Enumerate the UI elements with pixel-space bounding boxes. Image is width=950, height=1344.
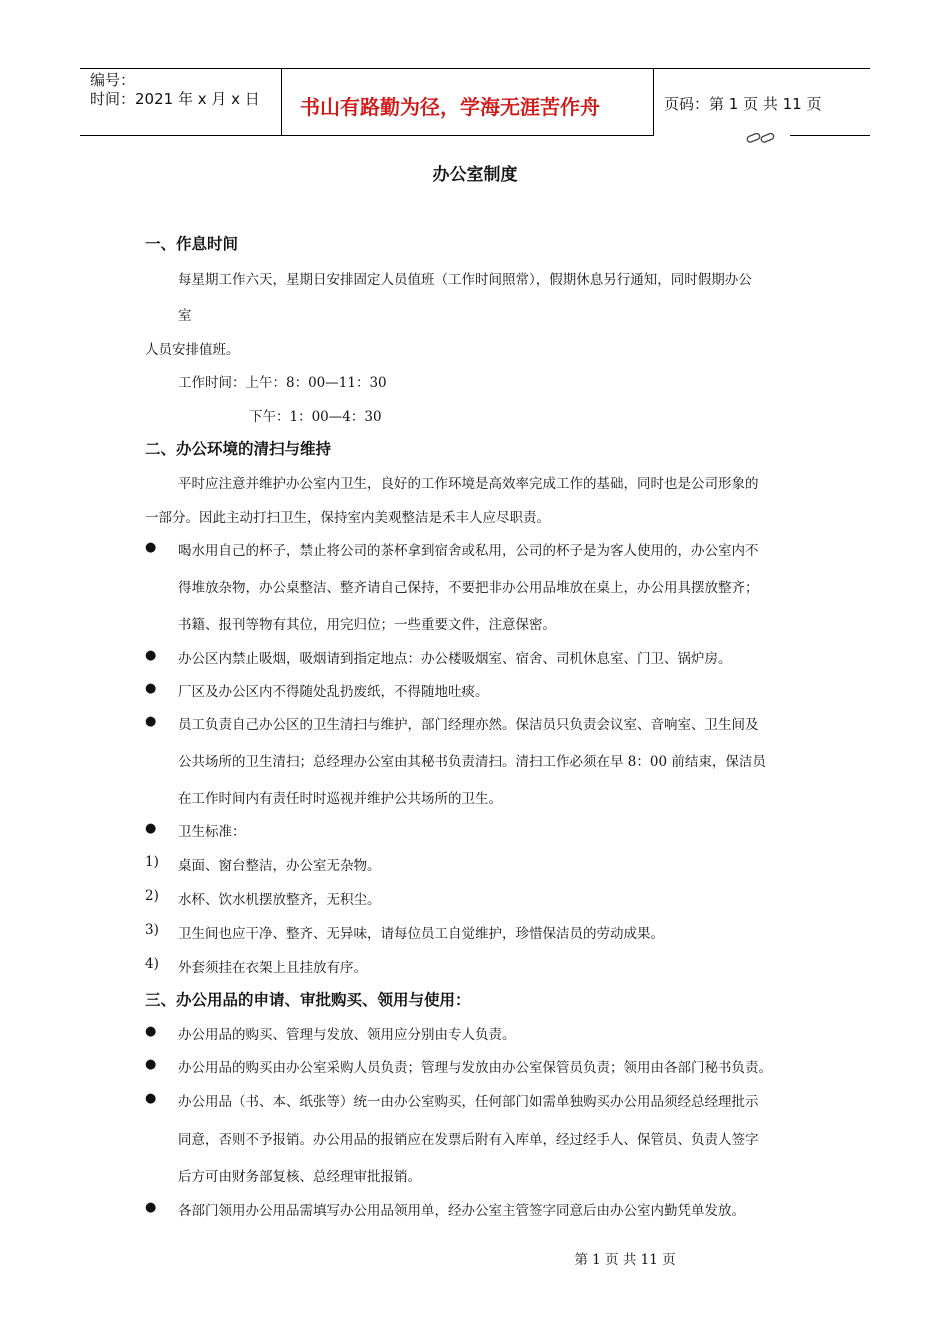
bullet-marker: ● bbox=[145, 1057, 157, 1072]
list-item-line: 公共场所的卫生清扫；总经理办公室由其秘书负责清扫。清扫工作必须在早 8：00 前结束，保洁员 bbox=[178, 754, 766, 770]
paperclip-icon bbox=[746, 132, 778, 146]
paragraph-line: 平时应注意并维护办公室内卫生，良好的工作环境是高效率完成工作的基础，同时也是公司形象的 bbox=[178, 476, 759, 492]
bullet-marker: ● bbox=[145, 1091, 157, 1106]
list-item-line: 厂区及办公区内不得随处乱扔废纸，不得随地吐痰。 bbox=[178, 684, 489, 700]
work-hours-morning: 工作时间：上午：8：00—11：30 bbox=[178, 375, 387, 391]
document-title: 办公室制度 bbox=[432, 165, 518, 185]
list-item-line: 外套须挂在衣架上且挂放有序。 bbox=[178, 960, 367, 976]
list-item-line: 后方可由财务部复核、总经理审批报销。 bbox=[178, 1169, 421, 1185]
list-item-line: 卫生间也应干净、整齐、无异味，请每位员工自觉维护，珍惜保洁员的劳动成果。 bbox=[178, 926, 664, 942]
header-top-rule bbox=[80, 68, 870, 69]
document-date: 时间：2021 年 x 月 x 日 bbox=[90, 90, 260, 108]
page-footer: 第 1 页 共 11 页 bbox=[574, 1252, 676, 1268]
paragraph-line: 每星期工作六天，星期日安排固定人员值班（工作时间照常），假期休息另行通知，同时假期办公 bbox=[178, 272, 752, 288]
list-number: 4) bbox=[145, 956, 159, 972]
header-divider-right bbox=[653, 68, 654, 136]
list-item-line: 桌面、窗台整洁，办公室无杂物。 bbox=[178, 858, 381, 874]
list-item-line: 各部门领用办公用品需填写办公用品领用单，经办公室主管签字同意后由办公室内勤凭单发放。 bbox=[178, 1203, 745, 1219]
bullet-marker: ● bbox=[145, 821, 157, 836]
header-bottom-rule bbox=[80, 135, 653, 136]
list-item-line: 办公区内禁止吸烟，吸烟请到指定地点：办公楼吸烟室、宿舍、司机休息室、门卫、锅炉房。 bbox=[178, 651, 732, 667]
list-item-line: 卫生标准： bbox=[178, 824, 246, 840]
section-heading: 一、作息时间 bbox=[145, 235, 239, 253]
paragraph-line: 室 bbox=[178, 308, 192, 324]
section-heading: 二、办公环境的清扫与维持 bbox=[145, 440, 332, 458]
paragraph-line: 一部分。因此主动打扫卫生，保持室内美观整洁是禾丰人应尽职责。 bbox=[145, 510, 550, 526]
list-item-line: 水杯、饮水机摆放整齐，无积尘。 bbox=[178, 892, 381, 908]
list-item-line: 同意，否则不予报销。办公用品的报销应在发票后附有入库单，经过经手人、保管员、负责人签字 bbox=[178, 1132, 759, 1148]
bullet-marker: ● bbox=[145, 681, 157, 696]
list-item-line: 办公用品的购买、管理与发放、领用应分别由专人负责。 bbox=[178, 1027, 516, 1043]
header-divider-left bbox=[281, 68, 282, 136]
list-number: 1) bbox=[145, 854, 159, 870]
bullet-marker: ● bbox=[145, 1024, 157, 1039]
bullet-marker: ● bbox=[145, 540, 157, 555]
list-item-line: 在工作时间内有责任时时巡视并维护公共场所的卫生。 bbox=[178, 791, 502, 807]
paragraph-line: 人员安排值班。 bbox=[145, 342, 240, 358]
list-item-line: 办公用品的购买由办公室采购人员负责；管理与发放由办公室保管员负责；领用由各部门秘书负责。 bbox=[178, 1060, 772, 1076]
list-number: 2) bbox=[145, 888, 159, 904]
header-page-info: 页码：第 1 页 共 11 页 bbox=[664, 95, 822, 113]
list-item-line: 办公用品（书、本、纸张等）统一由办公室购买，任何部门如需单独购买办公用品须经总经理批示 bbox=[178, 1094, 759, 1110]
list-item-line: 得堆放杂物，办公桌整洁、整齐请自己保持，不要把非办公用品堆放在桌上，办公用具摆放整齐； bbox=[178, 580, 759, 596]
bullet-marker: ● bbox=[145, 648, 157, 663]
list-number: 3) bbox=[145, 922, 159, 938]
bullet-marker: ● bbox=[145, 714, 157, 729]
work-hours-afternoon: 下午：1：00—4：30 bbox=[249, 409, 382, 425]
section-heading: 三、办公用品的申请、审批购买、领用与使用： bbox=[145, 991, 471, 1009]
header-motto: 书山有路勤为径，学海无涯苦作舟 bbox=[300, 95, 600, 119]
list-item-line: 员工负责自己办公区的卫生清扫与维护，部门经理亦然。保洁员只负责会议室、音响室、卫生间及 bbox=[178, 717, 759, 733]
list-item-line: 喝水用自己的杯子，禁止将公司的茶杯拿到宿舍或私用，公司的杯子是为客人使用的，办公室内不 bbox=[178, 543, 759, 559]
document-code: 编号： bbox=[90, 71, 136, 89]
list-item-line: 书籍、报刊等物有其位，用完归位；一些重要文件，注意保密。 bbox=[178, 617, 556, 633]
header-bottom-rule-right bbox=[790, 135, 870, 136]
bullet-marker: ● bbox=[145, 1200, 157, 1215]
